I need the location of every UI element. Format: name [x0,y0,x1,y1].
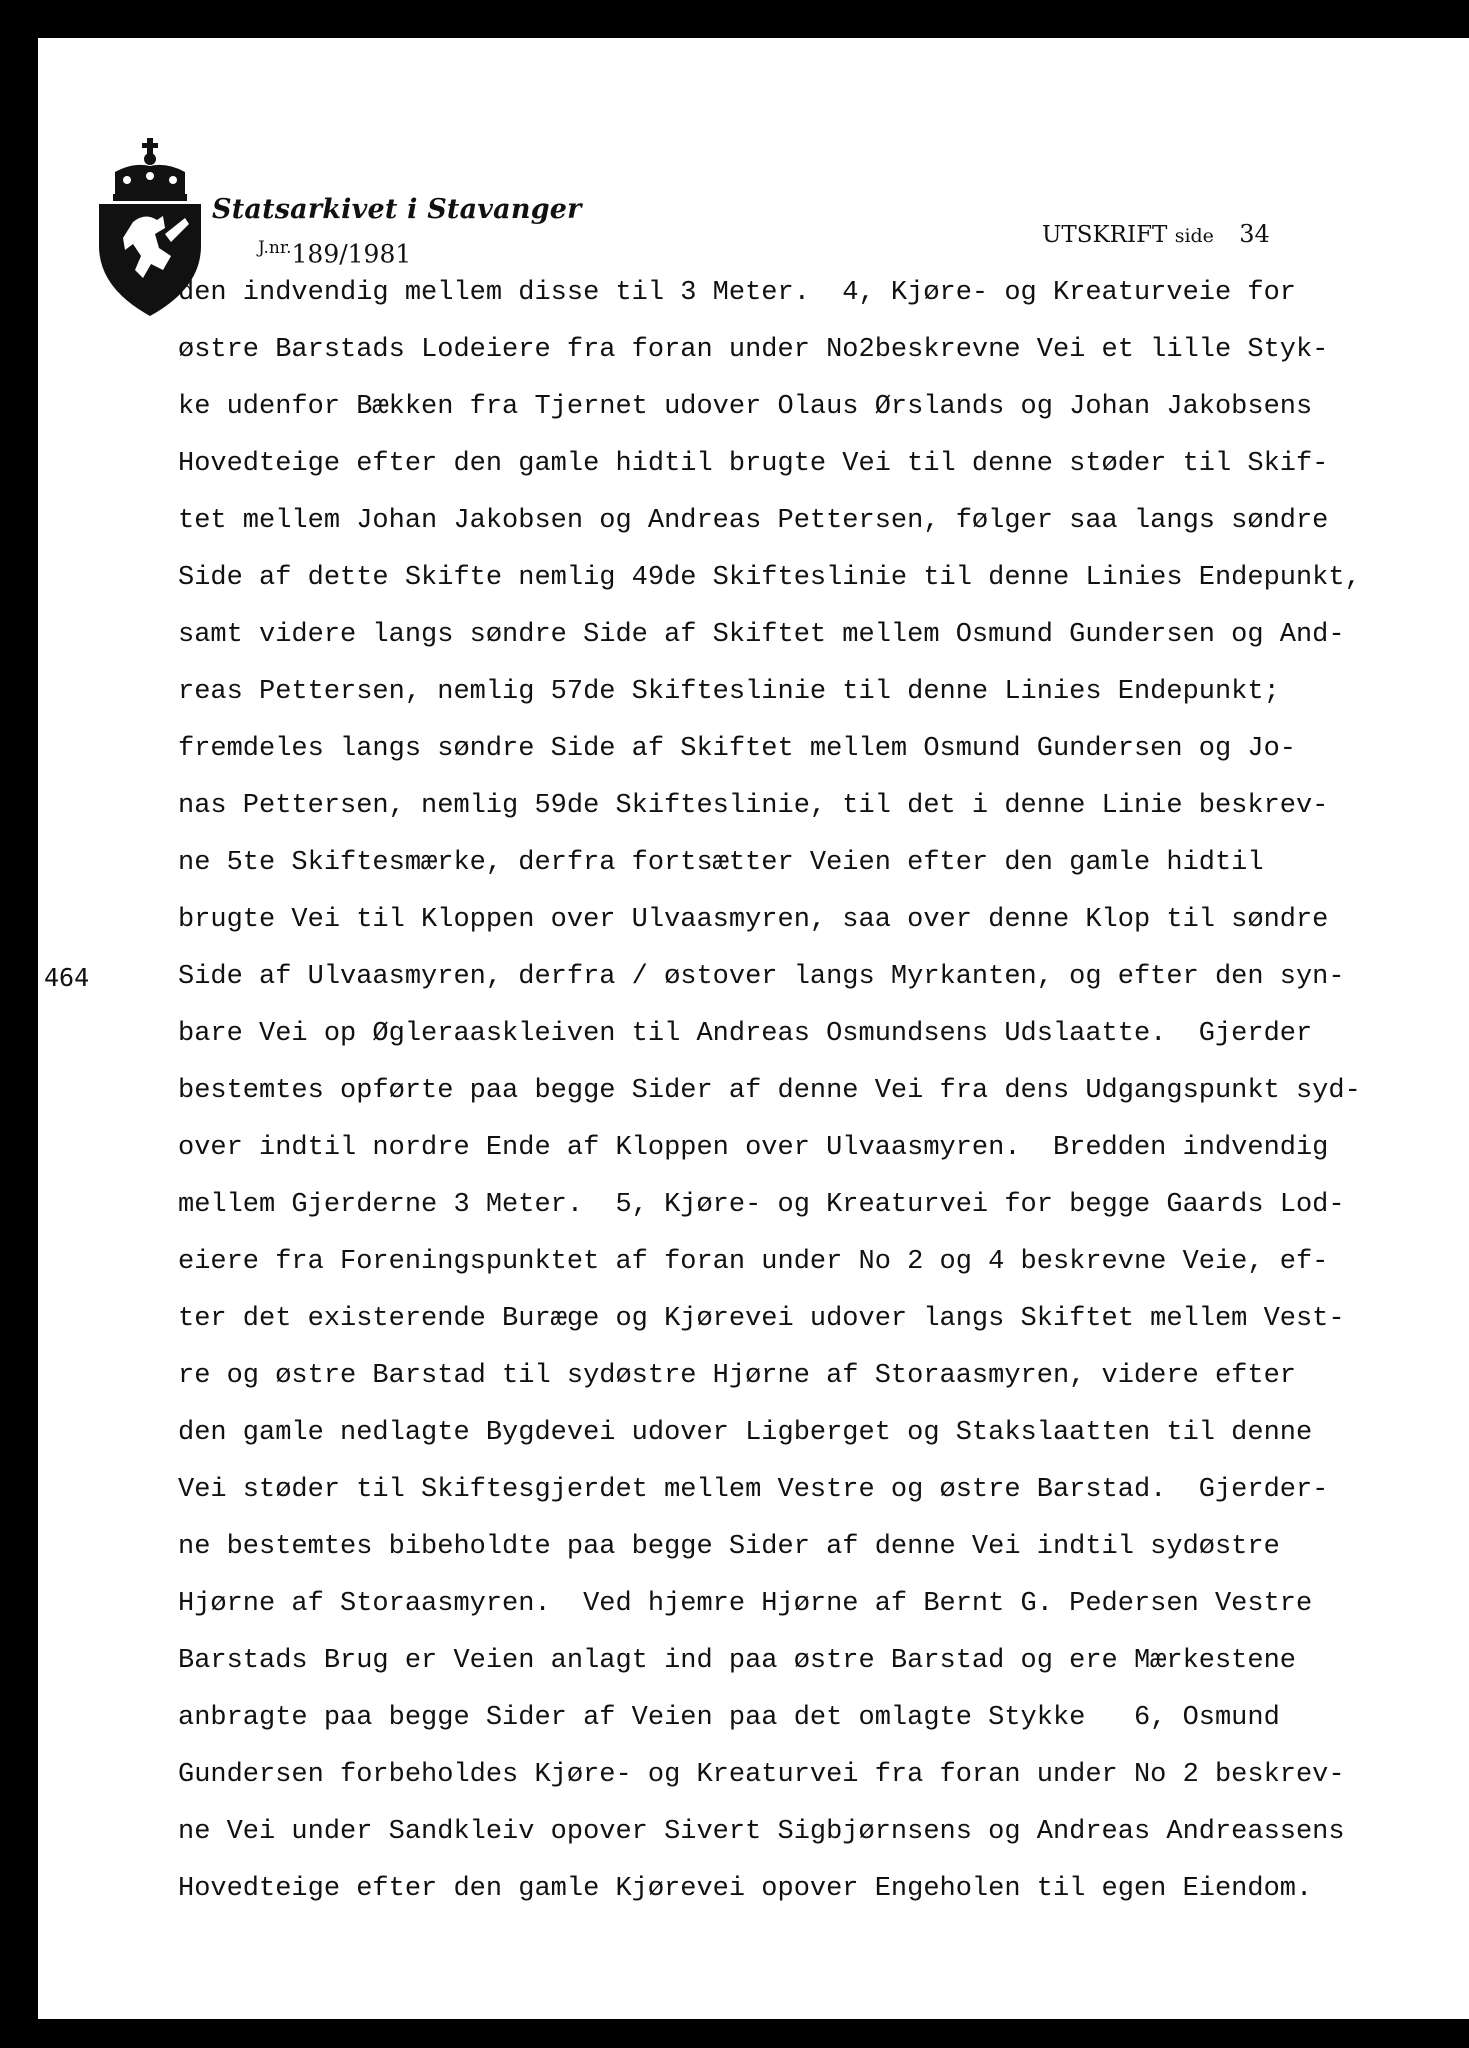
text-line: Hjørne af Storaasmyren. Ved hjemre Hjørne af Bernt G. Pedersen Vestre [178,1589,1313,1619]
text-line: ter det existerende Buræge og Kjørevei udover langs Skiftet mellem Vest- [178,1304,1345,1334]
text-line: Gundersen forbeholdes Kjøre- og Kreaturvei fra foran under No 2 beskrev- [178,1760,1345,1790]
page-header [1042,220,1270,248]
journal-prefix: J.nr. [258,238,292,258]
text-line: mellem Gjerderne 3 Meter. 5, Kjøre- og Kreaturvei for begge Gaards Lod- [178,1190,1345,1220]
text-line: nas Pettersen, nemlig 59de Skifteslinie, til det i denne Linie beskrev- [178,791,1329,821]
text-line: anbragte paa begge Sider af Veien paa det omlagte Stykke 6, Osmund [178,1703,1280,1733]
text-line: samt videre langs søndre Side af Skiftet mellem Osmund Gundersen og And- [178,620,1345,650]
text-line: den indvendig mellem disse til 3 Meter. 4, Kjøre- og Kreaturveie for [178,278,1296,308]
text-line: brugte Vei til Kloppen over Ulvaasmyren, saa over denne Klop til søndre [178,905,1329,935]
text-line: den gamle nedlagte Bygdevei udover Ligberget og Stakslaatten til denne [178,1418,1313,1448]
text-line: ne Vei under Sandkleiv opover Sivert Sigbjørnsens og Andreas Andreassens [178,1817,1345,1847]
text-line: østre Barstads Lodeiere fra foran under No2beskrevne Vei et lille Styk- [178,335,1329,365]
text-line: Vei støder til Skiftesgjerdet mellem Vestre og østre Barstad. Gjerder- [178,1475,1329,1505]
page-number: 34 [1239,220,1270,248]
text-line: fremdeles langs søndre Side af Skiftet mellem Osmund Gundersen og Jo- [178,734,1296,764]
text-line: tet mellem Johan Jakobsen og Andreas Pettersen, følger saa langs søndre [178,506,1329,536]
text-line: over indtil nordre Ende af Kloppen over Ulvaasmyren. Bredden indvendig [178,1133,1329,1163]
text-line: ne bestemtes bibeholdte paa begge Sider af denne Vei indtil sydøstre [178,1532,1280,1562]
text-line: eiere fra Foreningspunktet af foran under No 2 og 4 beskrevne Veie, ef- [178,1247,1329,1277]
journal-number [258,238,411,268]
text-line: bestemtes opførte paa begge Sider af denne Vei fra dens Udgangspunkt syd- [178,1076,1361,1106]
institution-name: Statsarkivet i Stavanger [212,194,582,225]
text-line: Side af Ulvaasmyren, derfra / østover langs Myrkanten, og efter den syn- [178,962,1345,992]
text-line: reas Pettersen, nemlig 57de Skifteslinie til denne Linies Endepunkt; [178,677,1280,707]
text-line: Barstads Brug er Veien anlagt ind paa østre Barstad og ere Mærkestene [178,1646,1296,1676]
document-body [178,271,1428,1924]
text-line: bare Vei op Øgleraaskleiven til Andreas Osmundsens Udslaatte. Gjerder [178,1019,1313,1049]
text-line: ke udenfor Bækken fra Tjernet udover Olaus Ørslands og Johan Jakobsens [178,392,1313,422]
side-label: side [1174,225,1214,247]
text-line: Side af dette Skifte nemlig 49de Skifteslinie til denne Linies Endepunkt, [178,563,1361,593]
text-line: re og østre Barstad til sydøstre Hjørne af Storaasmyren, videre efter [178,1361,1296,1391]
margin-note: 464 [44,963,90,992]
text-line: Hovedteige efter den gamle hidtil brugte Vei til denne støder til Skif- [178,449,1329,479]
journal-number-value: 189/1981 [291,239,412,269]
text-line: ne 5te Skiftesmærke, derfra fortsætter Veien efter den gamle hidtil [178,848,1264,878]
document-title: UTSKRIFT [1042,222,1168,248]
text-line: Hovedteige efter den gamle Kjørevei opover Engeholen til egen Eiendom. [178,1874,1313,1904]
